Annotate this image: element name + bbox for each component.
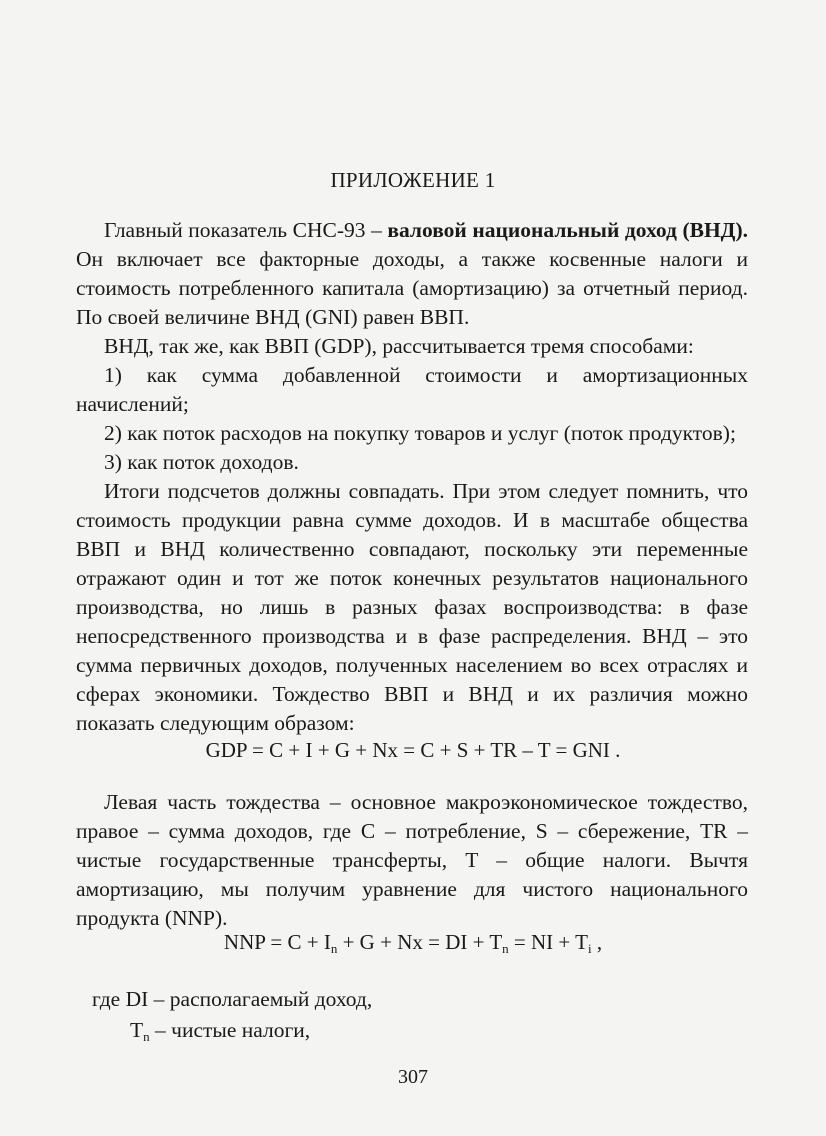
formula-part: NNP = C + I <box>223 930 331 954</box>
list-item: 3) как поток доходов. <box>104 450 299 474</box>
list-item: 2) как поток расходов на покупку товаров и услуг (поток продуктов); <box>104 421 736 445</box>
page-number: 307 <box>398 1066 428 1088</box>
definition-tn <box>92 1015 372 1052</box>
def-subscript: n <box>143 1029 150 1044</box>
definitions-list <box>92 984 372 1052</box>
formula-subscript: i <box>587 941 592 956</box>
formula-subscript: n <box>330 941 338 956</box>
appendix-heading: ПРИЛОЖЕНИЕ 1 <box>330 168 496 192</box>
paragraph-intro <box>76 216 748 332</box>
second-text-block <box>76 788 748 933</box>
formula-gdp-gni: GDP = C + I + G + Nx = C + S + TR – T = GNI . <box>205 738 621 762</box>
formula-part: , <box>591 930 603 954</box>
paragraph-results: Итоги подсчетов должны совпадать. При этом следует помнить, что стоимость продукции равна сумме доходов. И в масштабе общества ВВП и ВНД количественно совпадают, поскольку эти переменные отражают один и тот же поток конечных результатов национального производства, но лишь в разных фазах воспроизводства: в фазе непосредственного производства и в фазе распределения. ВНД – это сумма первичных доходов, полученных населением во всех отраслях и сферах экономики. Тождество ВВП и ВНД и их различия можно показать следующим образом: <box>76 479 748 735</box>
def-symbol: T <box>130 1018 144 1042</box>
definition-di: где DI – располагаемый доход, <box>92 987 373 1011</box>
intro-text-start: Главный показатель СНС-93 – <box>104 218 388 242</box>
main-text-block <box>76 216 748 738</box>
intro-bold-term: валовой национальный доход (ВНД). <box>387 218 748 242</box>
intro-text-end: Он включает все факторные доходы, а также косвенные налоги и стоимость потребленного капитала (амортизацию) за отчетный период. По своей величине ВНД (GNI) равен ВВП. <box>76 247 748 329</box>
paragraph-methods: ВНД, так же, как ВВП (GDP), рассчитывается тремя способами: <box>104 334 694 358</box>
paragraph-identity: Левая часть тождества – основное макроэкономическое тождество, правое – сумма доходов, где C – потребление, S – сбережение, TR – чистые государственные трансферты, T – общие налоги. Вычтя амортизацию, мы получим уравнение для чистого национального продукта (NNP). <box>76 790 748 930</box>
formula-part: = NI + T <box>508 930 588 954</box>
def-text: – чистые налоги, <box>149 1018 311 1042</box>
formula-nnp <box>0 930 826 957</box>
formula-part: + G + Nx = DI + T <box>337 930 503 954</box>
list-item: 1) как сумма добавленной стоимости и амортизационных начислений; <box>76 363 748 416</box>
formula-subscript: n <box>502 941 509 956</box>
